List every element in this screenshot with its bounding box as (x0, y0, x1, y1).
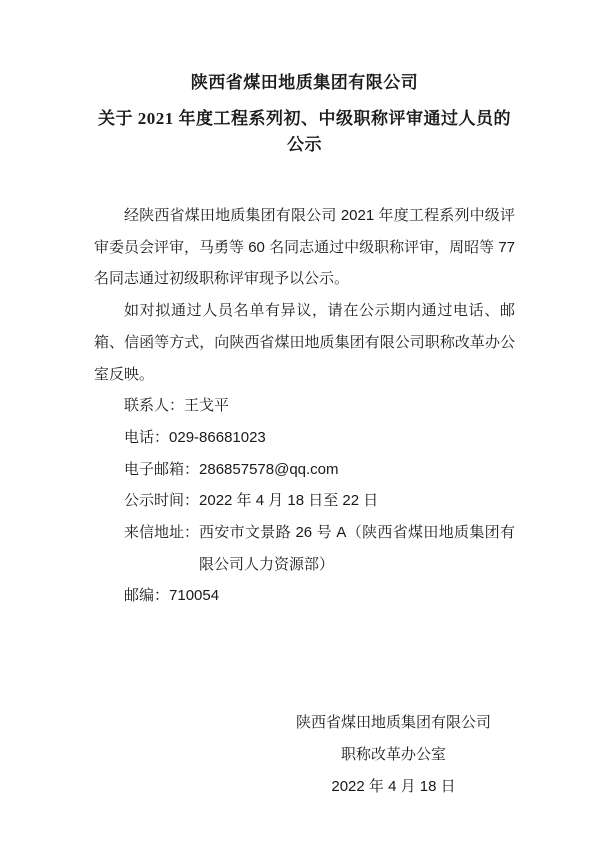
postcode-value: 710054 (169, 587, 220, 605)
publicity-period-row (94, 485, 515, 517)
postcode-row (94, 580, 515, 612)
contact-person-row (94, 390, 515, 422)
phone-label: 电话： (124, 428, 170, 446)
signature-organization: 陕西省煤田地质集团有限公司 (295, 714, 491, 732)
postcode-label: 邮编： (124, 587, 170, 605)
mailing-address-row (94, 517, 515, 580)
mailing-address-label: 来信地址： (124, 524, 200, 542)
signature-block (296, 707, 491, 802)
document-title-subject: 关于 2021 年度工程系列初、中级职称评审通过人员的公示 (98, 109, 511, 154)
signature-date: 2022 年 4 月 18 日 (331, 777, 456, 795)
mailing-address-value: 西安市文景路 26 号 A（陕西省煤田地质集团有限公司人力资源部） (199, 524, 515, 573)
publicity-period-label: 公示时间： (124, 492, 200, 510)
publicity-period-value: 2022 年 4 月 18 日至 22 日 (199, 492, 379, 510)
email-row (94, 454, 515, 486)
paragraph-objection-instructions: 如对拟通过人员名单有异议，请在公示期内通过电话、邮箱、信函等方式，向陕西省煤田地质集团有限公司职称改革办公室反映。 (94, 302, 515, 383)
email-label: 电子邮箱： (124, 460, 200, 478)
contact-person-value: 王戈平 (184, 397, 230, 415)
signature-office: 职称改革办公室 (340, 745, 446, 763)
contact-person-label: 联系人： (124, 397, 185, 415)
phone-value: 029-86681023 (169, 428, 266, 446)
email-value: 286857578@qq.com (199, 460, 339, 478)
document-title-org: 陕西省煤田地质集团有限公司 (190, 73, 419, 92)
phone-row (94, 422, 515, 454)
paragraph-review-result: 经陕西省煤田地质集团有限公司 2021 年度工程系列中级评审委员会评审，马勇等 60 名同志通过中级职称评审，周昭等 77 名同志通过初级职称评审现予以公示。 (94, 207, 515, 288)
